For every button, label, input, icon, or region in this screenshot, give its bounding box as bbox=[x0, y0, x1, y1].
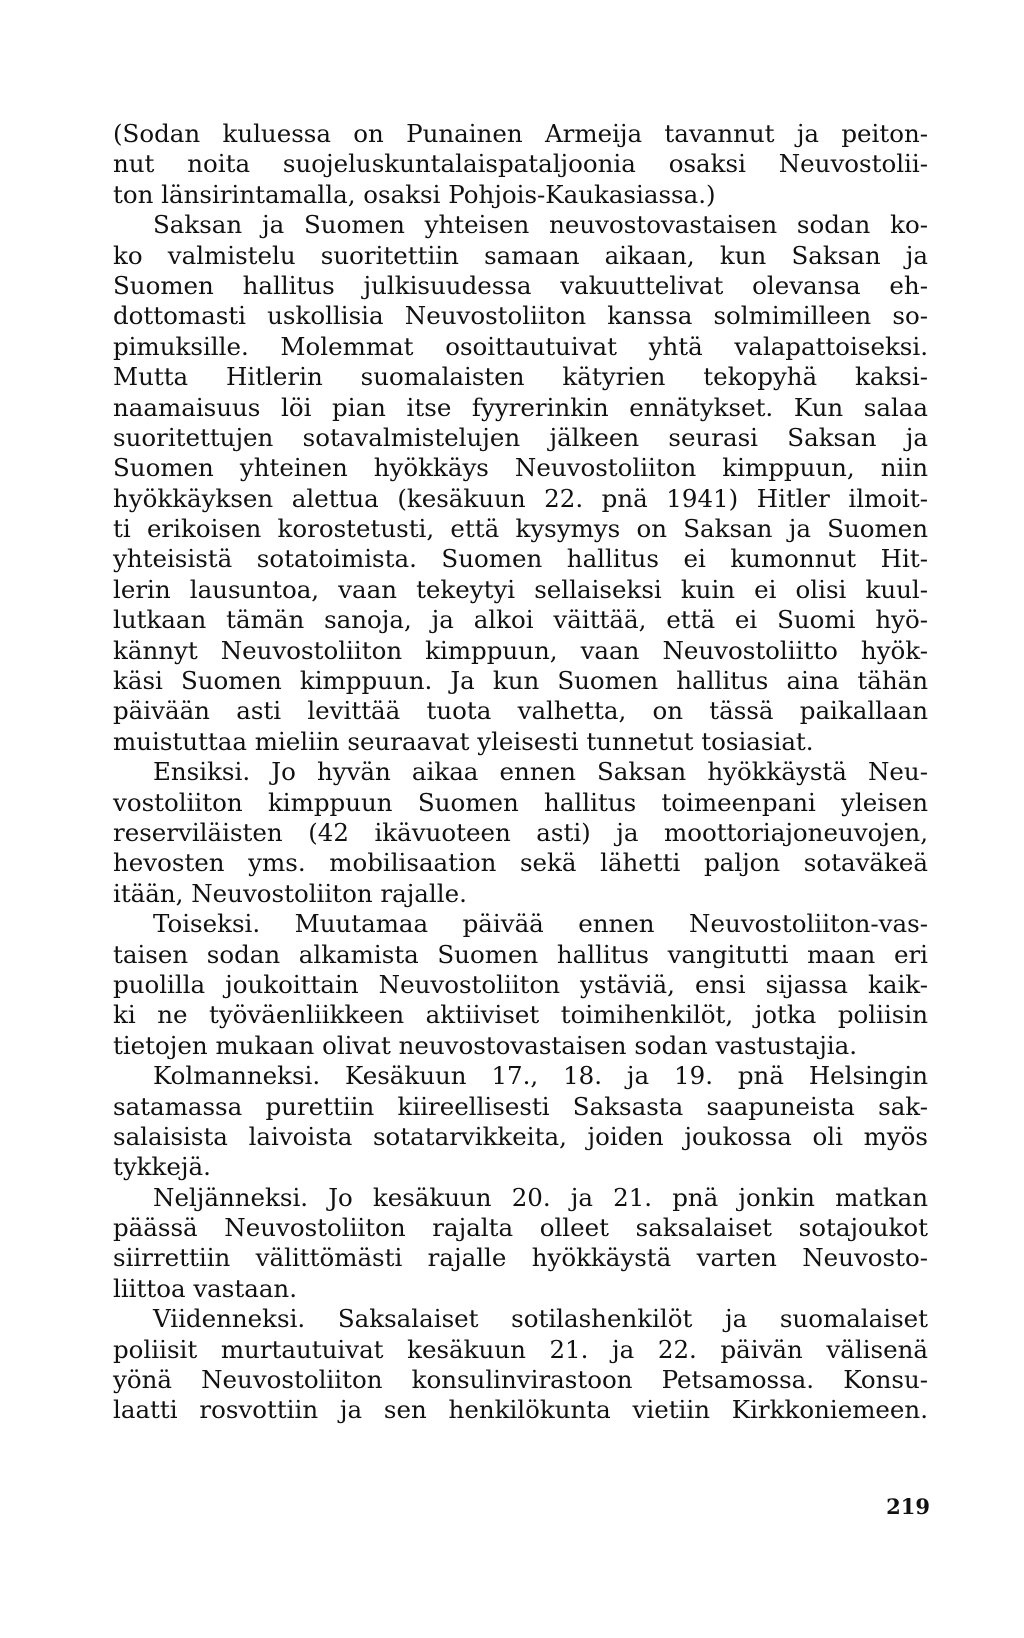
text-line: nut noita suojeluskuntalaispataljoonia osaksi Neuvostolii- bbox=[113, 149, 928, 179]
text-line: tietojen mukaan olivat neuvostovastaisen sodan vastustajia. bbox=[113, 1030, 858, 1060]
text-line: Mutta Hitlerin suomalaisten kätyrien tekopyhä kaksi- bbox=[113, 362, 928, 392]
text-line: käsi Suomen kimppuun. Ja kun Suomen hallitus aina tähän bbox=[113, 666, 928, 696]
text-line: vostoliiton kimppuun Suomen hallitus toimeenpani yleisen bbox=[113, 787, 928, 817]
text-line: Ensiksi. Jo hyvän aikaa ennen Saksan hyökkäystä Neu- bbox=[153, 757, 928, 787]
text-line: (Sodan kuluessa on Punainen Armeija tavannut ja peiton- bbox=[113, 119, 928, 148]
text-line: Suomen yhteinen hyökkäys Neuvostoliiton kimppuun, niin bbox=[113, 453, 928, 483]
page-number: 219 bbox=[886, 1494, 930, 1519]
text-line: Kolmanneksi. Kesäkuun 17., 18. ja 19. pnä Helsingin bbox=[153, 1061, 928, 1091]
text-line: Saksan ja Suomen yhteisen neuvostovastaisen sodan ko- bbox=[153, 210, 928, 240]
text-line: reserviläisten (42 ikävuoteen asti) ja moottoriajoneuvojen, bbox=[113, 817, 928, 847]
text-line: suoritettujen sotavalmistelujen jälkeen seurasi Saksan ja bbox=[113, 422, 928, 452]
text-line: laatti rosvottiin ja sen henkilökunta vietiin Kirkkoniemeen. bbox=[113, 1395, 928, 1425]
text-line: päivään asti levittää tuota valhetta, on tässä paikallaan bbox=[113, 696, 928, 726]
text-line: lutkaan tämän sanoja, ja alkoi väittää, että ei Suomi hyö- bbox=[113, 605, 928, 635]
text-line: lerin lausuntoa, vaan tekeytyi sellaiseksi kuin ei olisi kuul- bbox=[113, 574, 928, 604]
text-line: puolilla joukoittain Neuvostoliiton ystäviä, ensi sijassa kaik- bbox=[113, 969, 928, 999]
text-line: hyökkäyksen alettua (kesäkuun 22. pnä 1941) Hitler ilmoit- bbox=[113, 483, 928, 513]
body-text bbox=[113, 119, 928, 1426]
text-line: yhteisistä sotatoimista. Suomen hallitus ei kumonnut Hit- bbox=[113, 544, 928, 574]
text-line: ki ne työväenliikkeen aktiiviset toimihenkilöt, jotka poliisin bbox=[113, 1000, 928, 1030]
text-line: yönä Neuvostoliiton konsulinvirastoon Petsamossa. Konsu- bbox=[113, 1365, 928, 1395]
text-line: dottomasti uskollisia Neuvostoliiton kanssa solmimilleen so- bbox=[113, 301, 928, 331]
text-line: Viidenneksi. Saksalaiset sotilashenkilöt ja suomalaiset bbox=[153, 1304, 928, 1334]
text-line: päässä Neuvostoliiton rajalta olleet saksalaiset sotajoukot bbox=[113, 1213, 928, 1243]
text-line: kännyt Neuvostoliiton kimppuun, vaan Neuvostoliitto hyök- bbox=[113, 635, 928, 665]
text-line: naamaisuus löi pian itse fyyrerinkin ennätykset. Kun salaa bbox=[113, 392, 928, 422]
text-line: hevosten yms. mobilisaation sekä lähetti paljon sotaväkeä bbox=[113, 848, 928, 878]
text-line: satamassa purettiin kiireellisesti Saksasta saapuneista sak- bbox=[113, 1091, 928, 1121]
text-line: liittoa vastaan. bbox=[113, 1273, 297, 1303]
text-line: pimuksille. Molemmat osoittautuivat yhtä valapattoiseksi. bbox=[113, 331, 928, 361]
text-line: ti erikoisen korostetusti, että kysymys on Saksan ja Suomen bbox=[113, 514, 928, 544]
text-line: taisen sodan alkamista Suomen hallitus vangitutti maan eri bbox=[113, 939, 928, 969]
text-line: ton länsirintamalla, osaksi Pohjois-Kaukasiassa.) bbox=[113, 179, 716, 209]
text-line: tykkejä. bbox=[113, 1152, 211, 1182]
text-line: poliisit murtautuivat kesäkuun 21. ja 22. päivän välisenä bbox=[113, 1334, 928, 1364]
text-line: salaisista laivoista sotatarvikkeita, joiden joukossa oli myös bbox=[113, 1121, 928, 1151]
text-line: ko valmistelu suoritettiin samaan aikaan, kun Saksan ja bbox=[113, 240, 928, 270]
text-line: Neljänneksi. Jo kesäkuun 20. ja 21. pnä jonkin matkan bbox=[153, 1182, 928, 1212]
text-line: itään, Neuvostoliiton rajalle. bbox=[113, 878, 467, 908]
text-line: Suomen hallitus julkisuudessa vakuuttelivat olevansa eh- bbox=[113, 270, 928, 300]
text-line: siirrettiin välittömästi rajalle hyökkäystä varten Neuvosto- bbox=[113, 1243, 928, 1273]
text-line: muistuttaa mieliin seuraavat yleisesti tunnetut tosiasiat. bbox=[113, 726, 814, 756]
text-line: Toiseksi. Muutamaa päivää ennen Neuvostoliiton-vas- bbox=[153, 909, 928, 939]
